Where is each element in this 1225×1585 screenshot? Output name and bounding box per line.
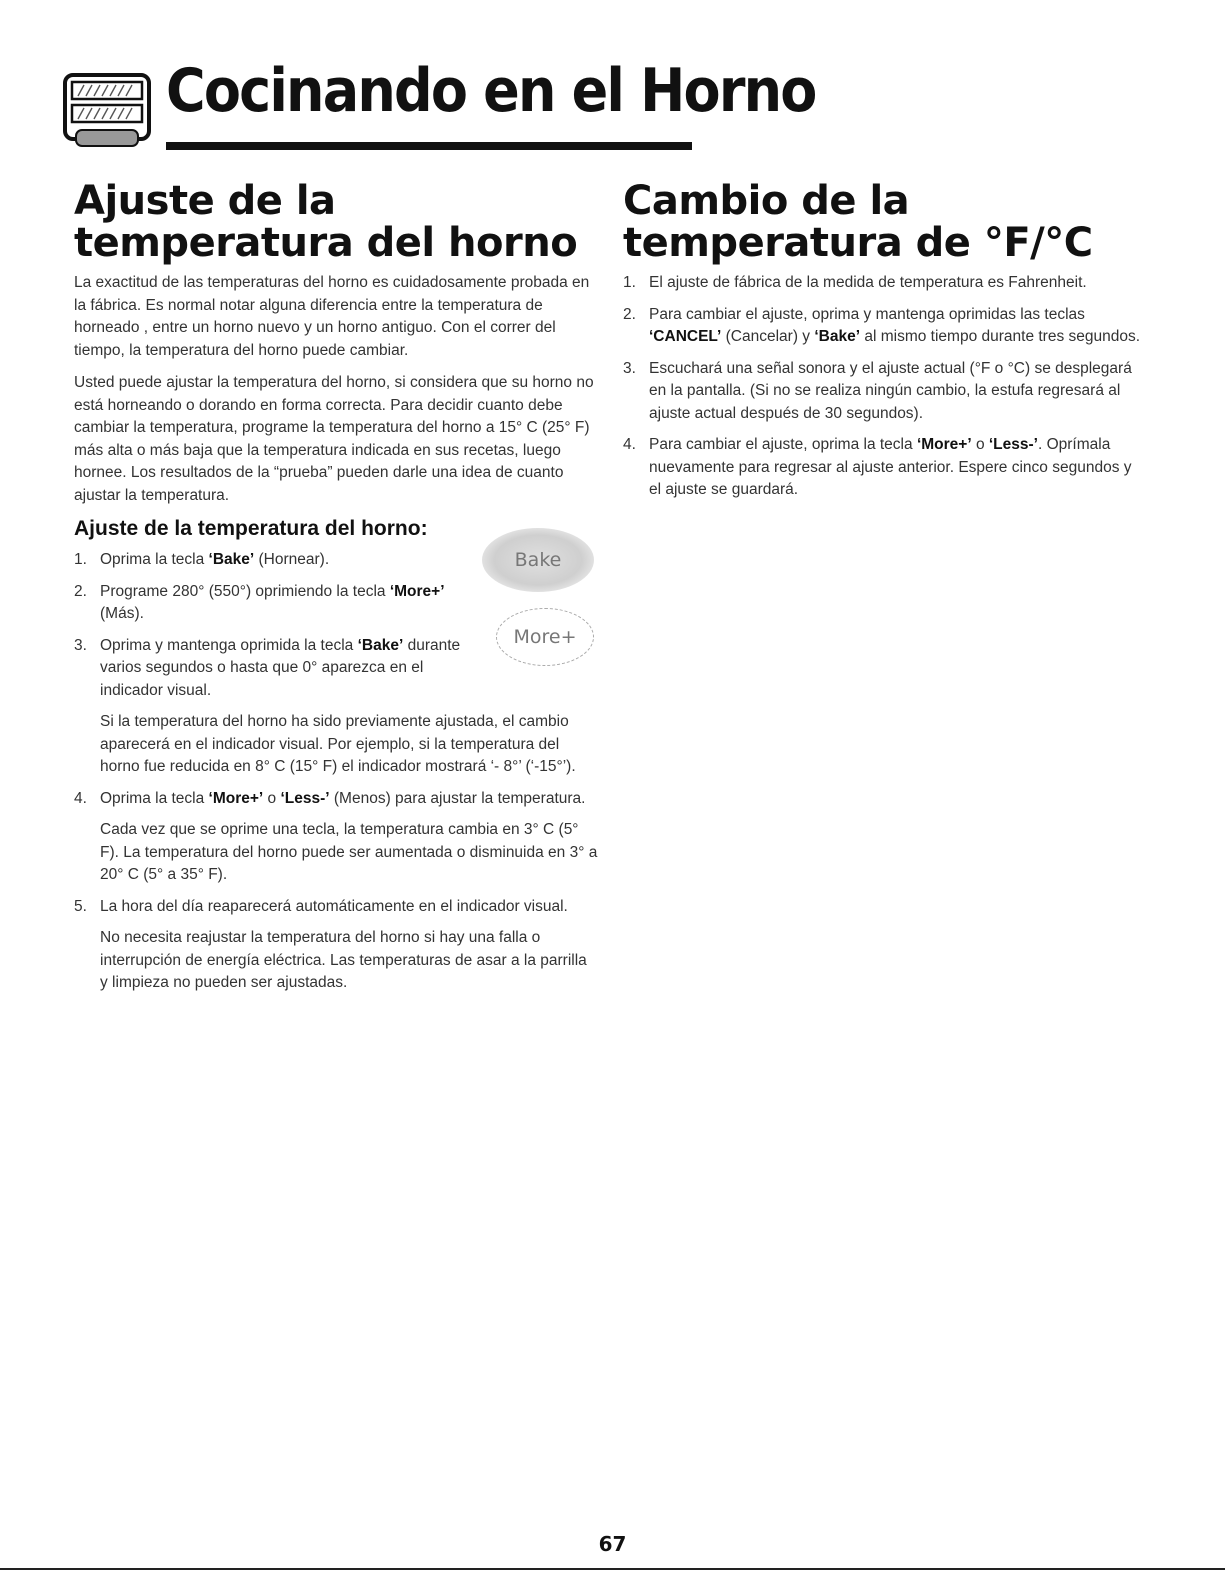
- list-item: 1. Oprima la tecla ‘Bake’ (Hornear).: [74, 551, 330, 568]
- section-heading-oven-temp: Ajuste de la temperatura del horno: [74, 178, 578, 266]
- step-note: Si la temperatura del horno ha sido previamente ajustada, el cambio aparecerá en el indicador visual. Por ejemplo, si la temperatura del horno fue reducida en 8° C (15° F) el indicador mostrará ‘- 8°’ (‘-15°’).: [100, 713, 576, 775]
- right-column: [623, 180, 1143, 511]
- list-item: 4. Para cambiar el ajuste, oprima la tecla ‘More+’ o ‘Less-’. Oprímala nuevamente para regresar al ajuste anterior. Espere cinco segundos y el ajuste se guardará.: [623, 436, 1132, 498]
- list-item: 5. La hora del día reaparecerá automáticamente en el indicador visual. No necesita reajustar la temperatura del horno si hay una falla o interrupción de energía eléctrica. Las temperaturas de asar a la parrilla y limpieza no pueden ser ajustadas.: [74, 896, 598, 995]
- intro-paragraph-1: La exactitud de las temperaturas del horno es cuidadosamente probada en la fábrica. Es normal notar alguna diferencia entre la temperatura de horneado , entre un horno nuevo y un horno antiguo. Con el correr del tiempo, la temperatura del horno puede cambiar.: [74, 274, 590, 359]
- page-header: [62, 56, 816, 152]
- left-column: [74, 180, 598, 1004]
- intro-paragraph-2: Usted puede ajustar la temperatura del horno, si considera que su horno no está horneando o dorando en forma correcta. Para decidir cuanto debe cambiar la temperatura, programe la temperatura del horno a 15° C (25° F) más alta o más baja que la temperatura indicada en sus recetas, luego hornee. Los resultados de la “prueba” pueden darle una idea de cuanto ajustar la temperatura.: [74, 374, 594, 504]
- bottom-divider: [0, 1568, 1225, 1570]
- list-item: 2. Para cambiar el ajuste, oprima y mantenga oprimidas las teclas ‘CANCEL’ (Cancelar) y ‘Bake’ al mismo tiempo durante tres segundos.: [623, 305, 1141, 345]
- list-item: 3. Oprima y mantenga oprimida la tecla ‘Bake’ durante varios segundos o hasta que 0° aparezca en el indicador visual. Si la temperatura del horno ha sido previamente ajustada, el cambio aparecerá en el indicador visual. Por ejemplo, si la temperatura del horno fue reducida en 8° C (15° F) el indicador mostrará ‘- 8°’ (‘-15°’).: [74, 635, 598, 779]
- page-number: 67: [598, 1532, 627, 1556]
- step-note: Cada vez que se oprime una tecla, la temperatura cambia en 3° C (5° F). La temperatura del horno puede ser aumentada o disminuida en 3° a 20° C (5° a 35° F).: [100, 821, 598, 883]
- more-key-illustration: More+: [496, 608, 594, 666]
- list-item: 3. Escuchará una señal sonora y el ajuste actual (°F o °C) se desplegará en la pantalla. (Si no se realiza ningún cambio, la estufa regresará al ajuste actual después de 30 segundos).: [623, 359, 1132, 422]
- subheading-adjust: Ajuste de la temperatura del horno:: [74, 517, 428, 540]
- title-underline: [166, 142, 692, 150]
- section-heading-fc: Cambio de la temperatura de °F/°C: [623, 178, 1093, 266]
- page-title: Cocinando en el Horno: [166, 56, 816, 126]
- oven-icon: [62, 72, 152, 150]
- list-item: 4. Oprima la tecla ‘More+’ o ‘Less-’ (Menos) para ajustar la temperatura. Cada vez que se oprime una tecla, la temperatura cambia en 3° C (5° F). La temperatura del horno puede ser aumentada o disminuida en 3° a 20° C (5° a 35° F).: [74, 788, 598, 887]
- fc-steps-list: [623, 272, 1143, 502]
- bake-key-illustration: Bake: [482, 528, 594, 592]
- step-note: No necesita reajustar la temperatura del horno si hay una falla o interrupción de energía eléctrica. Las temperaturas de asar a la parrilla y limpieza no pueden ser ajustadas.: [100, 929, 587, 991]
- list-item: 2. Programe 280° (550°) oprimiendo la tecla ‘More+’ (Más).: [74, 582, 445, 622]
- list-item: 1. El ajuste de fábrica de la medida de temperatura es Fahrenheit.: [623, 274, 1087, 291]
